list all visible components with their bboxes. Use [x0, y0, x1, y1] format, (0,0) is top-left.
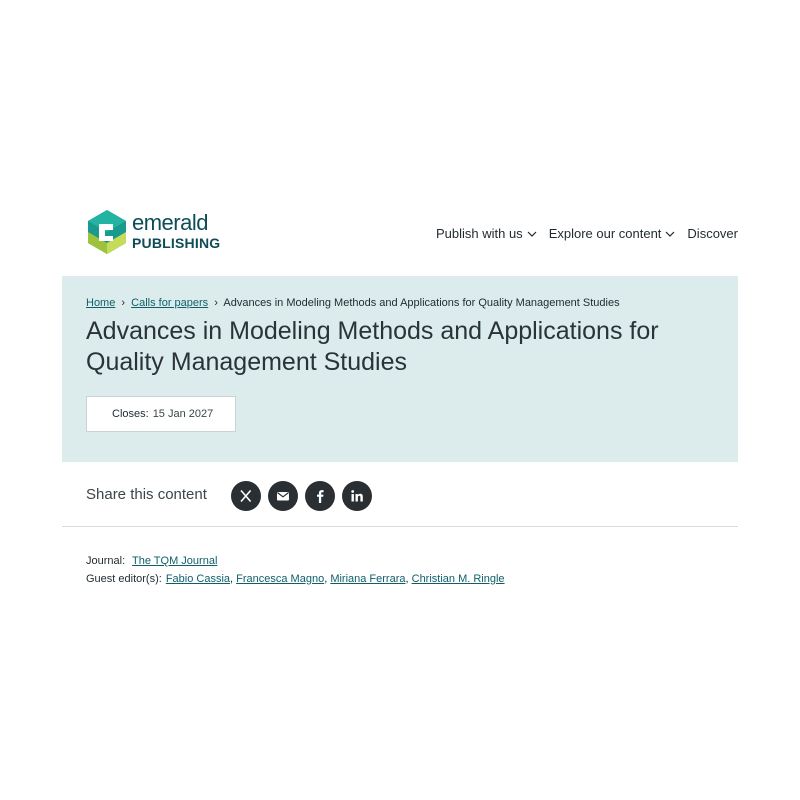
editor-separator: , [230, 573, 234, 585]
emerald-logo[interactable] [86, 208, 226, 260]
nav-explore-our-content[interactable] [549, 226, 676, 241]
breadcrumb-current: Advances in Modeling Methods and Applications for Quality Management Studies [223, 297, 620, 309]
hero-banner [62, 276, 738, 462]
closes-date: 15 Jan 2027 [152, 408, 214, 420]
breadcrumb-home-link[interactable]: Home [86, 297, 116, 309]
editor-separator: , [324, 573, 328, 585]
editor-link[interactable]: Francesca Magno [236, 573, 325, 585]
closes-label: Closes: [112, 408, 149, 420]
emerald-logo-mark-icon [86, 208, 128, 256]
journal-link[interactable]: The TQM Journal [132, 555, 218, 567]
share-facebook-button[interactable] [305, 481, 335, 511]
editor-link[interactable]: Miriana Ferrara [330, 573, 406, 585]
editor-link[interactable]: Christian M. Ringle [411, 573, 505, 585]
x-icon [238, 488, 254, 504]
linkedin-icon [349, 488, 365, 504]
logo-wordmark: emerald [132, 210, 208, 235]
nav-publish-with-us[interactable] [436, 226, 537, 241]
call-metadata [62, 527, 738, 588]
page-frame [62, 196, 738, 588]
share-bar [62, 462, 738, 527]
chevron-down-icon [665, 229, 675, 239]
share-icons [231, 481, 372, 511]
nav-explore-label: Explore our content [548, 226, 662, 241]
breadcrumb-separator: › [121, 297, 126, 309]
editor-separator: , [405, 573, 409, 585]
nav-discover-label: Discover [687, 226, 738, 241]
facebook-icon [312, 488, 328, 504]
journal-label: Journal: [86, 555, 126, 567]
nav-discover[interactable] [687, 226, 738, 241]
nav-publish-label: Publish with us [435, 226, 523, 241]
chevron-down-icon [527, 229, 537, 239]
page-title: Advances in Modeling Methods and Applications for Quality Management Studies [86, 317, 659, 376]
share-label: Share this content [86, 486, 207, 503]
closes-date-box [86, 396, 236, 432]
breadcrumb-separator: › [214, 297, 218, 309]
journal-line [86, 552, 738, 570]
site-header [62, 196, 738, 276]
editors-line [86, 570, 738, 588]
breadcrumb-calls-link[interactable]: Calls for papers [131, 297, 209, 309]
share-email-button[interactable] [268, 481, 298, 511]
share-x-button[interactable] [231, 481, 261, 511]
editor-link[interactable]: Fabio Cassia [165, 573, 231, 585]
logo-subtitle: PUBLISHING [132, 235, 221, 251]
breadcrumb [86, 297, 620, 309]
email-icon [275, 488, 291, 504]
share-linkedin-button[interactable] [342, 481, 372, 511]
editors-label: Guest editor(s): [86, 573, 162, 585]
main-nav [436, 226, 738, 241]
